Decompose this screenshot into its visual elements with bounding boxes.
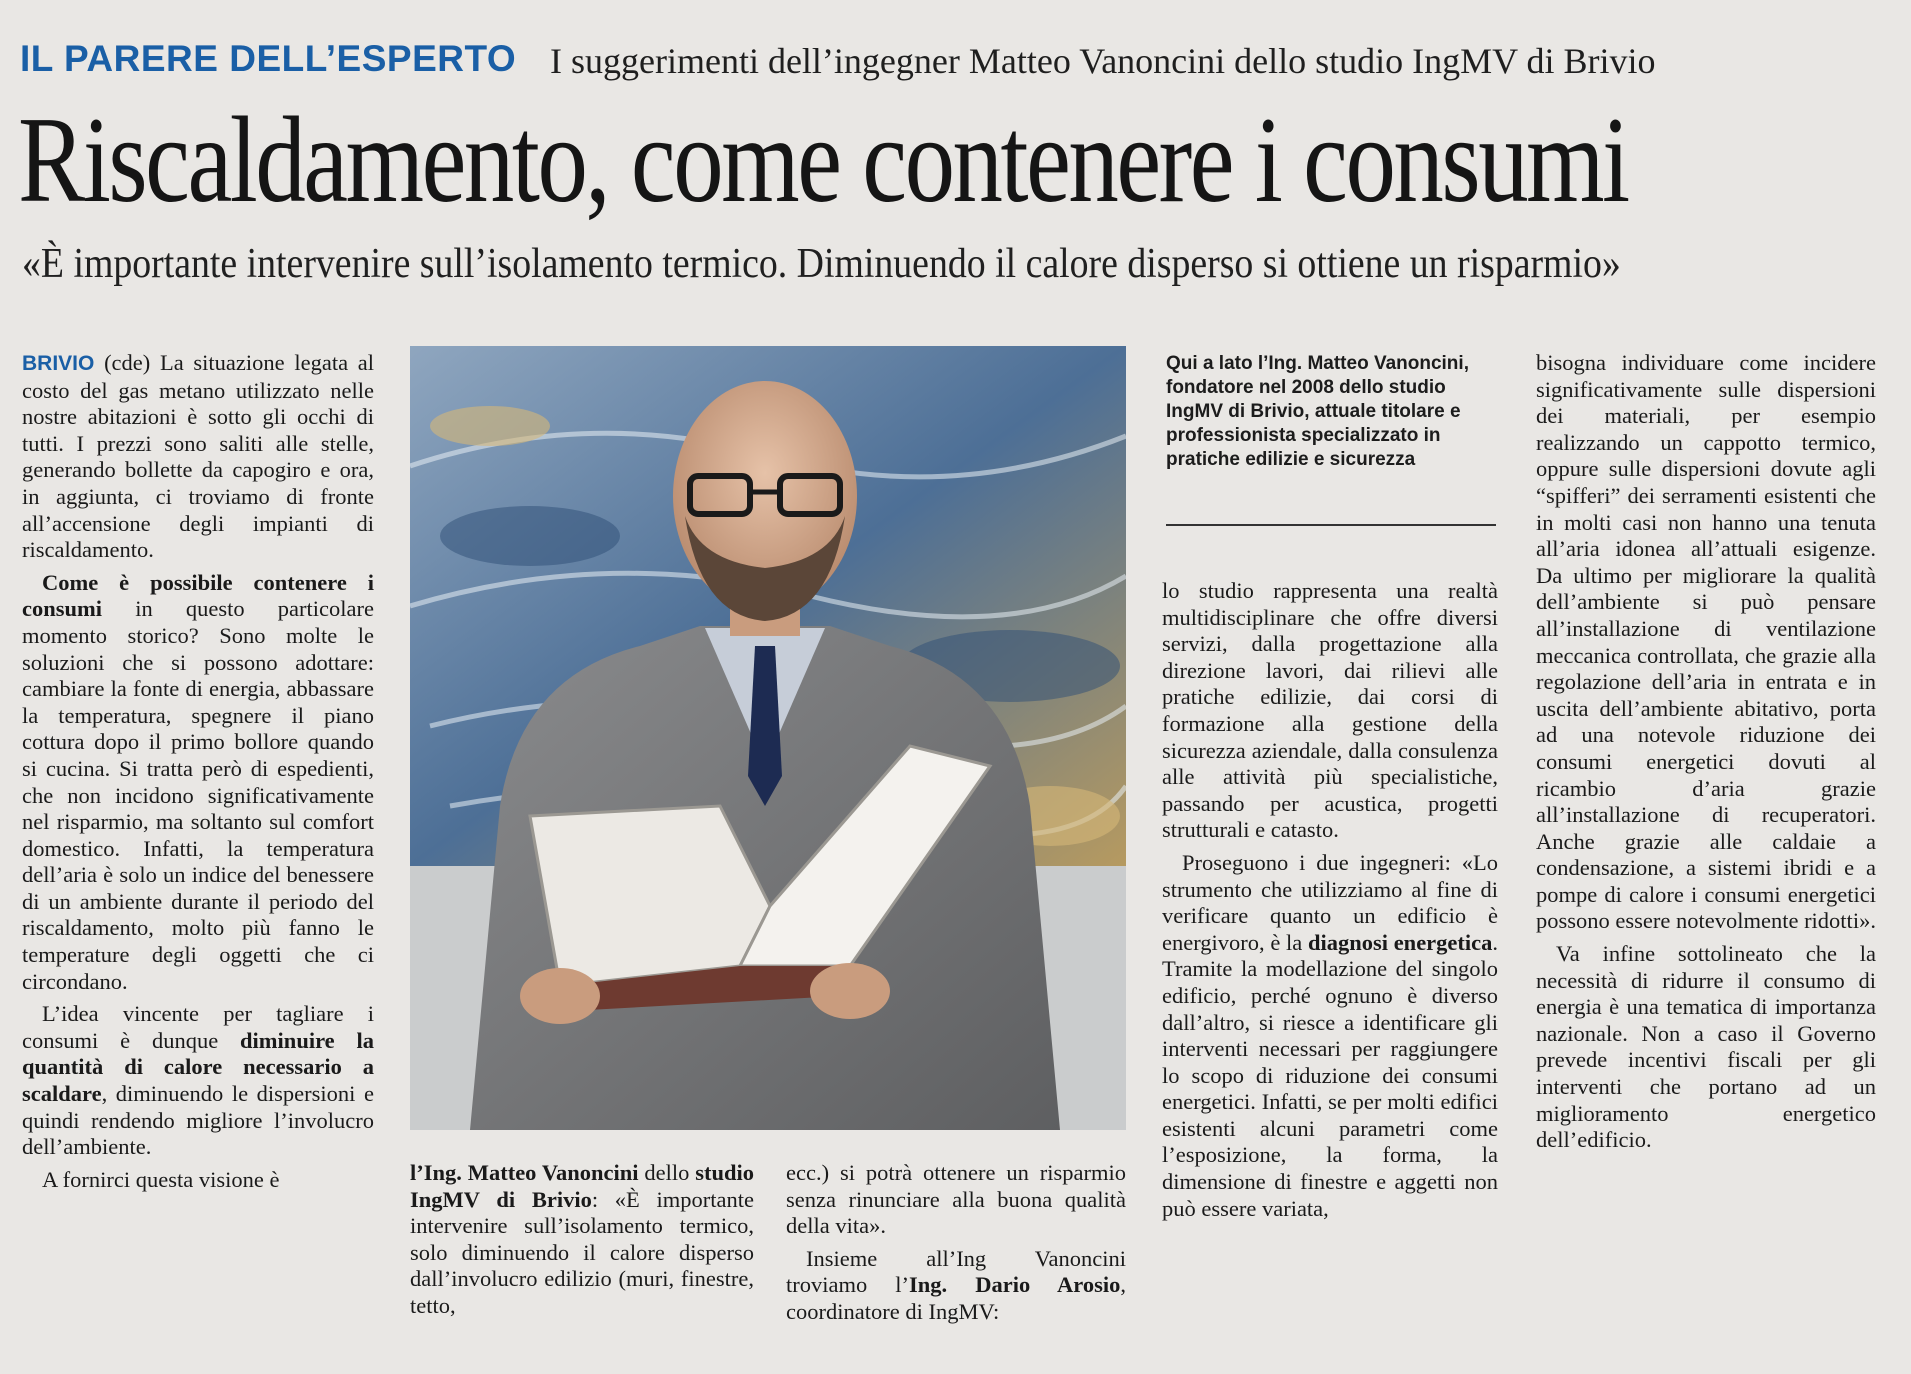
paragraph-text: dello xyxy=(638,1160,696,1185)
paragraph-text: . Tramite la modellazione del singolo edificio, perché ognuno è diverso dall’altro, si riesce a identificare gli interventi necessari per raggiungere lo scopo di riduzione dei consumi energetici. Infatti, se per molti edifici esistenti alcuni parametri come l’esposizione, la forma, la dimensione di finestre e aggetti non può essere variata, xyxy=(1162,929,1499,1221)
paragraph xyxy=(786,1160,1126,1240)
paragraph xyxy=(786,1246,1126,1326)
paragraph-text: in questo particolare momento storico? Sono molte le soluzioni che si possono adottare: cambiare la fonte di energia, abbassare la temperatura, spegnere il piano cottura dopo il primo bollore quando si cucina. Si tratta però di espedienti, che non incidono significativamente nel risparmio, ma soltanto sul comfort domestico. Infatti, la temperatura dell’aria è solo un indice del benessere di un ambiente durante il periodo del riscaldamento, molto più fanno le temperature degli oggetti che ci circondano. xyxy=(22,596,374,994)
section-rubric: IL PARERE DELL’ESPERTO xyxy=(20,38,517,79)
paragraph xyxy=(410,1160,754,1320)
article-column-2 xyxy=(410,1160,754,1326)
paragraph-text: Insieme all’Ing Vanoncini troviamo l’ xyxy=(786,1245,1126,1298)
paragraph-text: A fornirci questa visione è xyxy=(42,1166,280,1192)
photo-caption: Qui a lato l’Ing. Matteo Vanoncini, fondatore nel 2008 dello studio IngMV di Brivio, attuale titolare e professionista specializzato in pratiche edilizie e sicurezza xyxy=(1166,353,1469,470)
paragraph-text: , diminuendo le dispersioni e quindi rendendo migliore l’involucro dell’ambiente. xyxy=(22,1081,374,1160)
dateline: BRIVIO xyxy=(22,352,95,375)
paragraph-text: : «È importante intervenire sull’isolamento termico, solo diminuendo il calore disperso dall’involucro edilizio (muri, finestre, tetto, xyxy=(410,1186,755,1318)
paragraph xyxy=(22,1167,374,1194)
bold-text: diagnosi energetica xyxy=(1307,929,1493,955)
paragraph-text: , coordinatore di IngMV: xyxy=(786,1272,1126,1324)
article-column-3 xyxy=(786,1160,1126,1332)
bold-text: studio IngMV di Brivio xyxy=(410,1160,754,1212)
paragraph xyxy=(22,1001,374,1161)
subheadline: «È importante intervenire sull’isolamento termico. Diminuendo il calore disperso si ottiene un risparmio» xyxy=(22,241,1621,287)
paragraph-text: bisogna individuare come incidere significativamente sulle dispersioni dei materiali, per esempio realizzando un cappotto termico, oppure sulle dispersioni dovute agli “spifferi” dei serramenti esistenti che in molti casi non hanno una tenuta all’aria idonea all’attuali esigenze. Da ultimo per migliorare la qualità dell’ambiente si può pensare all’installazione di ventilazione meccanica controllata, che grazie alla regolazione dell’aria in entrata e in uscita dell’ambiente abitativo, porta ad una notevole riduzione dei consumi energetici dovuti al ricambio d’aria grazie all’installazione di recuperatori. Anche grazie alle caldaie a condensazione, a sistemi ibridi e a pompe di calore i consumi energetici possono essere notevolmente ridotti». xyxy=(1536,350,1876,934)
bold-text: l’Ing. Matteo Vanoncini xyxy=(410,1160,639,1185)
portrait-photo xyxy=(410,346,1126,1130)
bold-text: Come è possibile contenere i consumi xyxy=(22,569,374,622)
paragraph xyxy=(1162,850,1498,1222)
paragraph-text: Proseguono i due ingegneri: «Lo strumento che utilizziamo al fine di verificare quanto un edificio è energivoro, è la xyxy=(1162,849,1498,955)
paragraph xyxy=(1162,578,1498,844)
paragraph xyxy=(1536,941,1876,1154)
caption-divider xyxy=(1166,524,1496,526)
bold-text: Ing. Dario Arosio xyxy=(909,1272,1121,1298)
paragraph-text: (cde) La situazione legata al costo del gas metano utilizzato nelle nostre abitazioni è sotto gli occhi di tutti. I prezzi sono saliti alle stelle, generando bollette da capogiro e ora, in aggiunta, ci troviamo di fronte all’accensione degli impianti di riscaldamento. xyxy=(22,350,375,563)
article-column-1 xyxy=(22,350,374,1199)
portrait-illustration xyxy=(410,346,1126,1130)
paragraph-text: ecc.) si potrà ottenere un risparmio senza rinunciare alla buona qualità della vita». xyxy=(786,1160,1126,1239)
paragraph xyxy=(1536,350,1876,935)
paragraph xyxy=(22,350,374,564)
paragraph-text: lo studio rappresenta una realtà multidisciplinare che offre diversi servizi, dalla progettazione alla direzione lavori, dai rilievi alle pratiche edilizie, dai corsi di formazione alla gestione della sicurezza aziendale, dalla consulenza alle attività più specialistiche, passando per acustica, progetti strutturali e catasto. xyxy=(1162,578,1498,843)
paragraph-text: Va infine sottolineato che la necessità di ridurre il consumo di energia è una tematica di importanza nazionale. Non a caso il Governo prevede incentivi fiscali per gli interventi che portano ad un miglioramento energetico dell’edificio. xyxy=(1536,941,1876,1153)
bold-text: diminuire la quantità di calore necessario a scaldare xyxy=(22,1027,375,1107)
kicker: I suggerimenti dell’ingegner Matteo Vanoncini dello studio IngMV di Brivio xyxy=(550,41,1656,81)
paragraph xyxy=(22,570,374,996)
article-column-5 xyxy=(1536,350,1876,1160)
headline: Riscaldamento, come contenere i consumi xyxy=(18,91,1628,228)
paragraph-text: L’idea vincente per tagliare i consumi è dunque xyxy=(22,1001,374,1053)
article-column-4 xyxy=(1162,578,1498,1228)
